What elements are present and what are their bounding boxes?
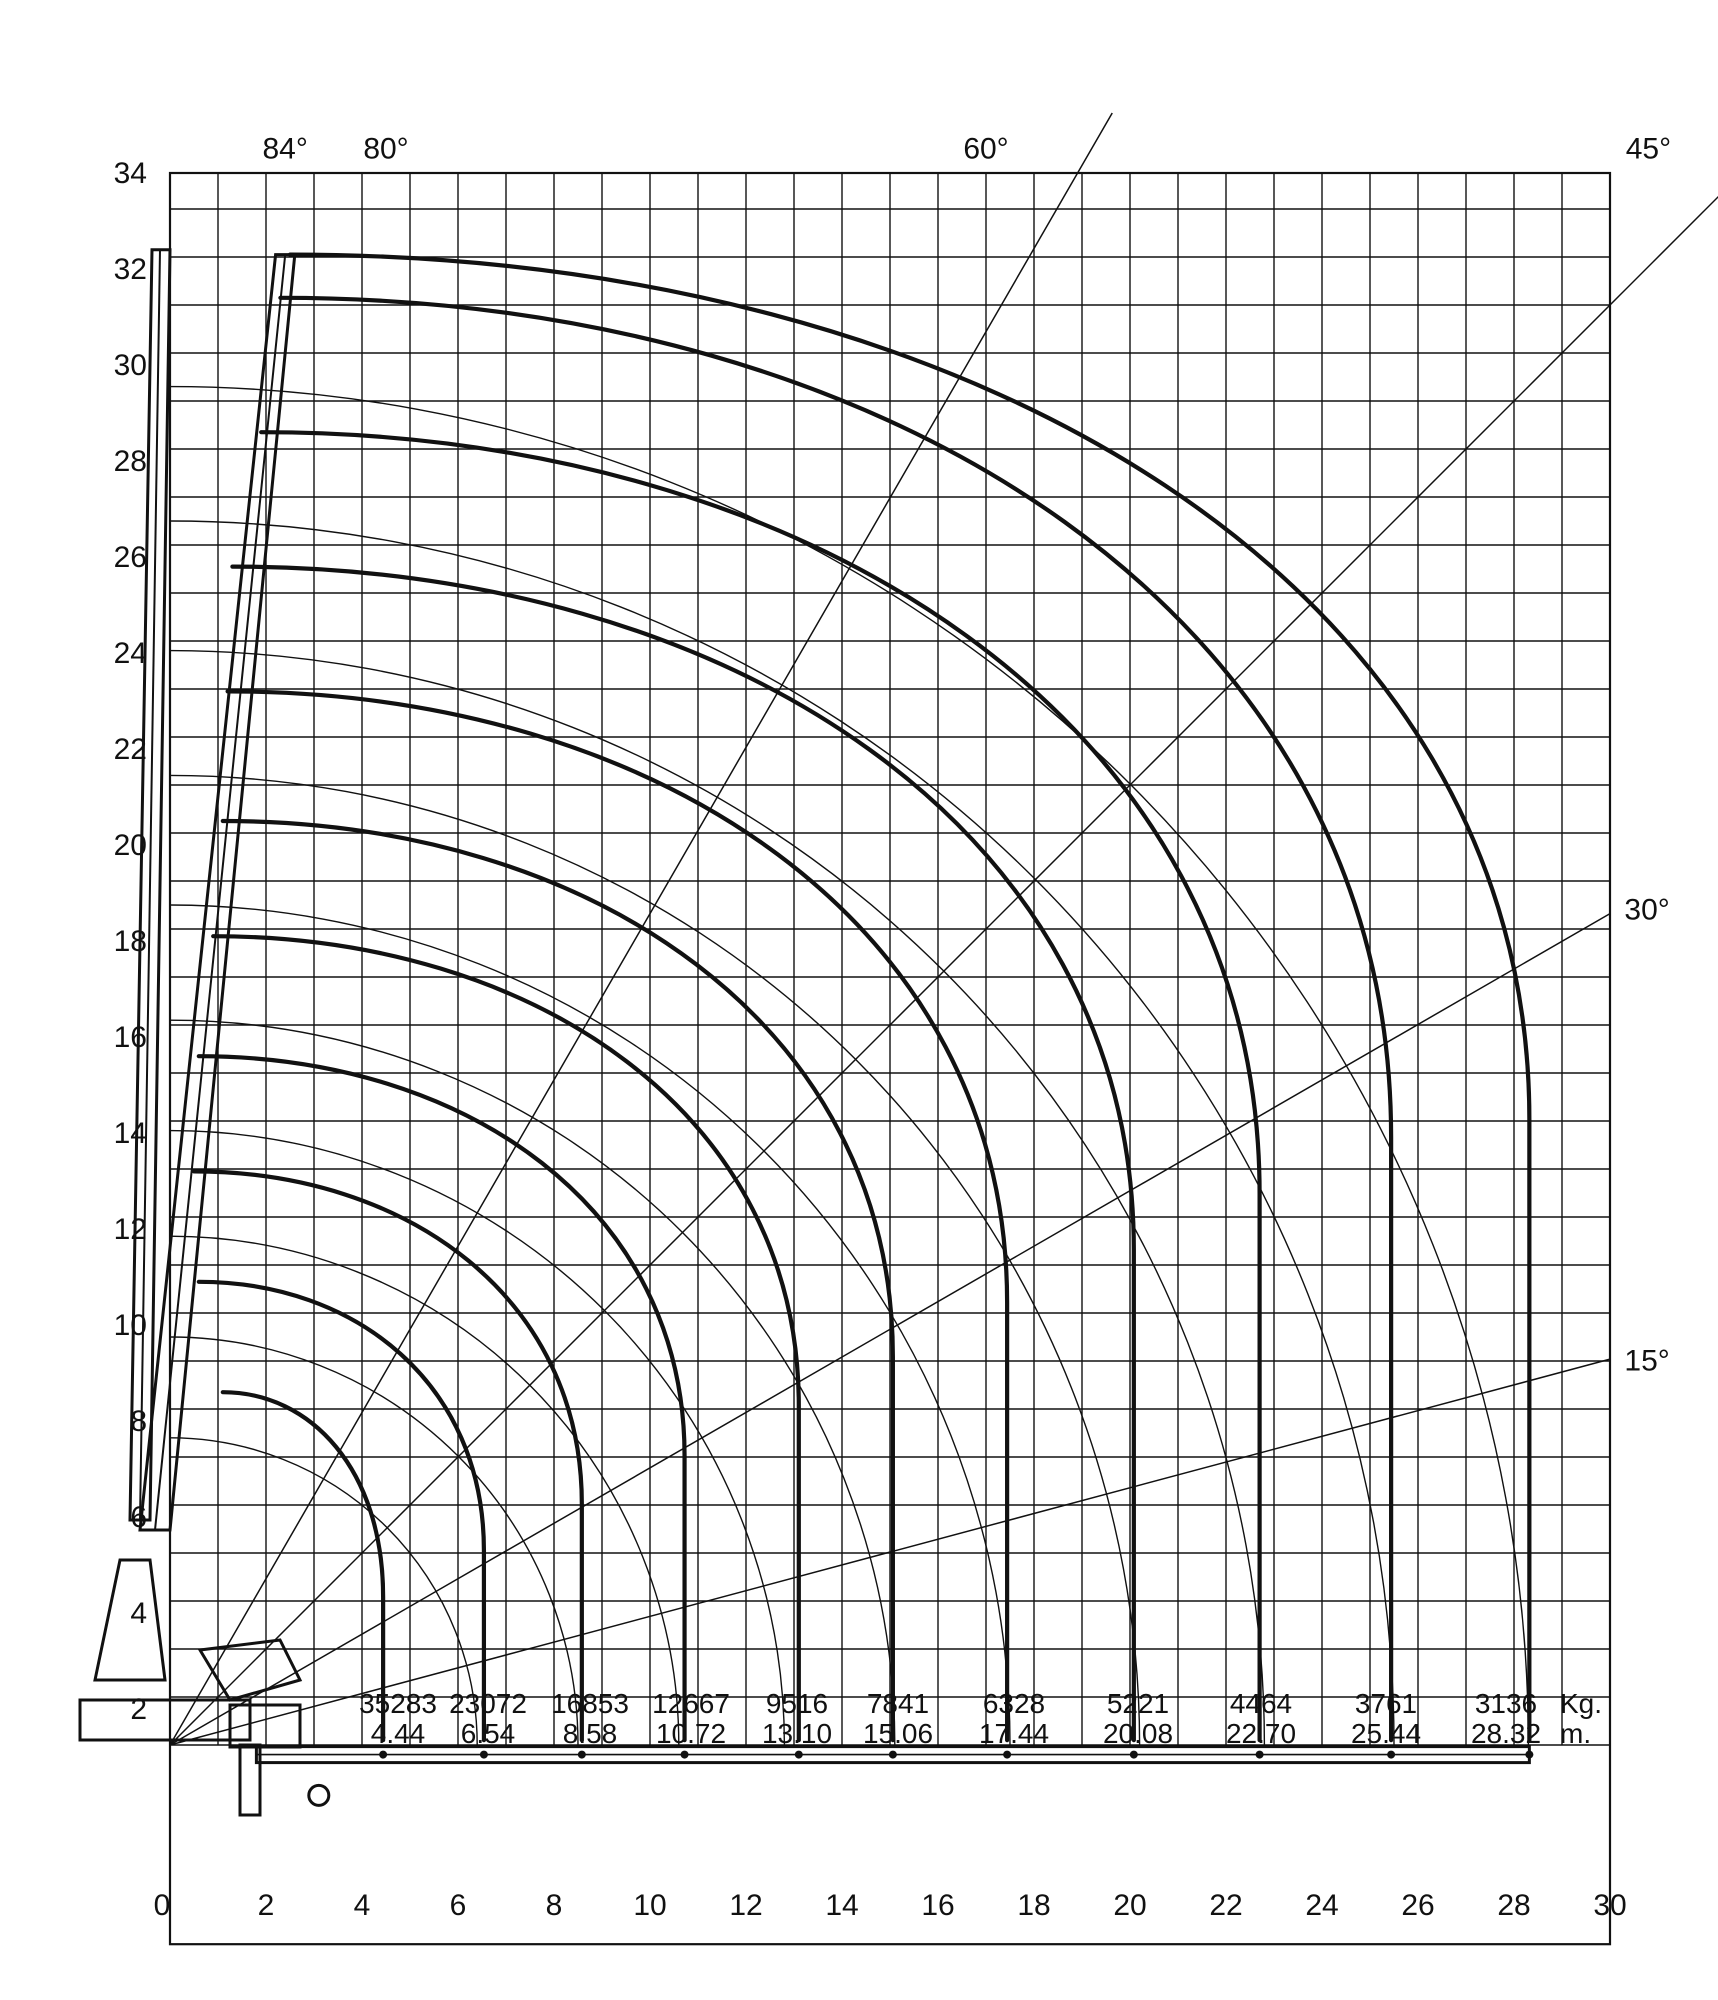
load-value: 5221 [1106,1688,1170,1719]
angle-label: 84° [262,132,308,166]
load-value: 7841 [866,1688,930,1719]
range-curve [280,298,1391,1740]
x-tick-label: 30 [1593,1889,1627,1922]
angle-label: 45° [1625,132,1672,166]
range-curve [223,821,893,1740]
reach-value: 25.44 [1350,1718,1422,1749]
range-curve [261,432,1259,1740]
y-tick-label: 26 [113,541,147,574]
load-value: 9516 [765,1688,829,1719]
y-tick-label: 12 [113,1213,147,1246]
reach-value: 17.44 [978,1718,1050,1749]
load-value: 6328 [982,1688,1046,1719]
reach-value: 15.06 [862,1718,934,1749]
range-curve [290,255,1529,1741]
y-tick-label: 22 [113,733,147,766]
x-tick-label: 12 [729,1889,763,1922]
axis-tick-labels [114,157,1627,1922]
y-tick-label: 2 [130,1693,147,1726]
x-tick-label: 20 [1113,1889,1147,1922]
y-tick-label: 16 [113,1021,147,1054]
y-tick-label: 8 [130,1405,147,1438]
x-tick-label: 8 [545,1889,563,1922]
load-value: 3761 [1354,1688,1418,1719]
angle-label: 80° [363,132,409,166]
reach-value: 10.72 [655,1718,727,1749]
angle-label: 15° [1624,1344,1670,1378]
x-tick-label: 10 [633,1889,667,1922]
angle-label: 60° [963,132,1009,166]
load-value: 35283 [359,1688,437,1719]
reach-value: 6.54 [460,1718,516,1749]
x-tick-label: 22 [1209,1889,1243,1922]
load-value: 12667 [652,1688,730,1719]
load-value: 4464 [1229,1688,1293,1719]
y-tick-label: 30 [113,349,147,382]
y-tick-label: 4 [130,1597,147,1630]
load-value: 3136 [1474,1688,1538,1719]
range-curve [194,1171,582,1740]
x-tick-label: 26 [1401,1889,1435,1922]
load-unit: Kg. [1560,1688,1603,1719]
y-tick-label: 24 [113,637,147,670]
x-tick-label: 6 [449,1889,467,1922]
y-tick-label: 34 [113,157,147,190]
x-tick-label: 28 [1497,1889,1531,1922]
y-tick-label: 6 [130,1501,147,1534]
reach-value: 22.70 [1225,1718,1297,1749]
hook-block [309,1785,329,1805]
reach-value: 28.32 [1470,1718,1542,1749]
range-curve [199,1282,484,1740]
x-tick-label: 4 [353,1889,371,1922]
x-tick-label: 24 [1305,1889,1339,1922]
x-tick-label: 2 [257,1889,275,1922]
load-value: 23072 [449,1688,527,1719]
y-tick-label: 28 [113,445,147,478]
crane-base [80,1700,250,1740]
y-tick-label: 32 [113,253,147,286]
crane-illustration [80,250,1529,1815]
x-tick-label: 14 [825,1889,859,1922]
x-tick-label: 16 [921,1889,955,1922]
reach-value: 8.58 [562,1718,618,1749]
y-tick-label: 20 [113,829,147,862]
angle-label: 30° [1624,893,1670,927]
y-tick-label: 14 [113,1117,147,1150]
load-value: 16853 [551,1688,629,1719]
x-tick-label: 0 [153,1889,171,1922]
reach-value: 20.08 [1102,1718,1174,1749]
reach-unit: m. [1560,1718,1592,1749]
y-tick-label: 10 [113,1309,147,1342]
y-tick-label: 18 [113,925,147,958]
reach-value: 13.10 [761,1718,833,1749]
reach-value: 4.44 [370,1718,426,1749]
x-tick-label: 18 [1017,1889,1051,1922]
